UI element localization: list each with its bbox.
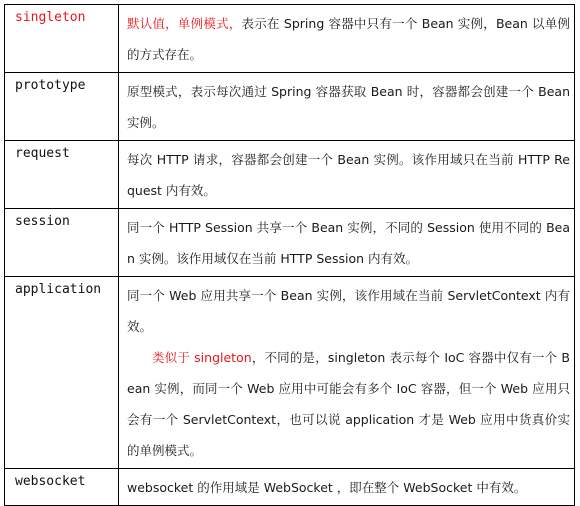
application-note: [127, 342, 570, 466]
application-note-highlight: 类似于 singleton: [152, 350, 252, 365]
application-description-text: 同一个 Web 应用共享一个 Bean 实例，该作用域在当前 ServletContext 内有效。: [127, 288, 570, 334]
singleton-description-text: 表示在 Spring 容器中只有一个 Bean 实例，Bean 以单例的方式存在。: [127, 16, 570, 62]
scope-name-request: request: [5, 141, 119, 209]
table-row-application: [5, 277, 575, 469]
scope-name-singleton: singleton: [5, 5, 119, 73]
scope-description-singleton: [119, 5, 575, 73]
scope-name-websocket: websocket: [5, 469, 119, 506]
application-note-text: ，不同的是，singleton 表示每个 IoC 容器中仅有一个 Bean 实例，而同一个 Web 应用中可能会有多个 IoC 容器，但一个 Web 应用只会有一个 ServletContext，也可以说 application 才是 Web 应用中货真价实的单例模式。: [127, 350, 570, 458]
bean-scope-table: [4, 4, 575, 506]
table-row-singleton: [5, 5, 575, 73]
scope-name-application: application: [5, 277, 119, 469]
scope-description-prototype: 原型模式，表示每次通过 Spring 容器获取 Bean 时，容器都会创建一个 Bean 实例。: [119, 73, 575, 141]
scope-description-application: [119, 277, 575, 469]
singleton-highlight: 默认值，单例模式，: [127, 16, 242, 31]
scope-name-session: session: [5, 209, 119, 277]
table-row-websocket: [5, 469, 575, 506]
table-row-request: [5, 141, 575, 209]
scope-description-request: 每次 HTTP 请求，容器都会创建一个 Bean 实例。该作用域只在当前 HTTP Request 内有效。: [119, 141, 575, 209]
table-row-prototype: [5, 73, 575, 141]
scope-description-session: 同一个 HTTP Session 共享一个 Bean 实例，不同的 Session 使用不同的 Bean 实例。该作用域仅在当前 HTTP Session 内有效。: [119, 209, 575, 277]
scope-name-prototype: prototype: [5, 73, 119, 141]
scope-description-websocket: websocket 的作用域是 WebSocket ，即在整个 WebSocket 中有效。: [119, 469, 575, 506]
table-row-session: [5, 209, 575, 277]
